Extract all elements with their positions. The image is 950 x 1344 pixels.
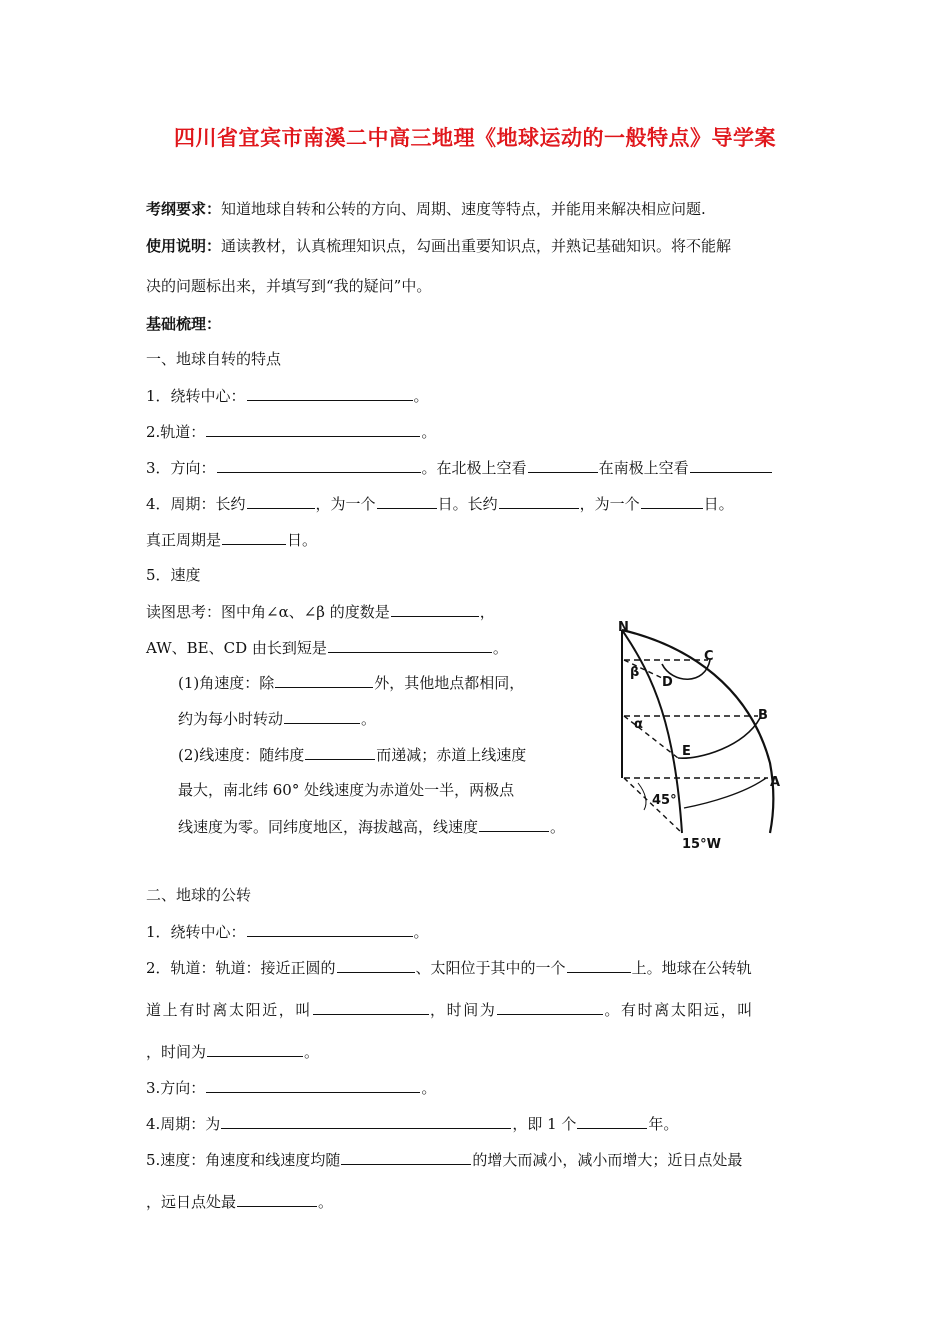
usage-note: [146, 236, 731, 256]
usage-note-cont: 决的问题标出来，并填写到“我的疑问”中。: [146, 277, 432, 295]
revolution-speed: 5.速度：角速度和线速度均随 的增大而减小，减小而增大；近日点处最: [146, 1151, 743, 1169]
blank-except[interactable]: [275, 672, 373, 688]
label-a: A: [770, 775, 781, 790]
blank-rotation-orbit[interactable]: [206, 421, 420, 437]
label-b: B: [758, 708, 768, 723]
blank-rev-direction[interactable]: [206, 1077, 420, 1093]
rotation-orbit: 2.轨道： 。: [146, 423, 437, 441]
exam-requirement-text: 知道地球自转和公转的方向、周期、速度等特点，并能用来解决相应问题.: [221, 200, 706, 218]
label-15w: 15°W: [682, 837, 721, 852]
perihelion: 道上有时离太阳近，叫 ，时间为 。有时离太阳远，叫: [146, 1001, 754, 1019]
blank-per-hour[interactable]: [284, 708, 360, 724]
blank-angles[interactable]: [391, 601, 479, 617]
lengths-question: AW、BE、CD 由长到短是 。: [146, 639, 508, 657]
blank-year[interactable]: [577, 1113, 647, 1129]
label-45: 45°: [652, 793, 677, 808]
true-period: 真正周期是 日。: [146, 531, 318, 549]
revolution-orbit: 2．轨道：轨道：接近正圆的 、太阳位于其中的一个 上。地球在公转轨: [146, 959, 752, 977]
blank-perihelion[interactable]: [313, 999, 429, 1015]
rotation-direction: 3．方向： 。在北极上空看 在南极上空看: [146, 457, 773, 478]
angular-speed-hour: 约为每小时转动 。: [178, 710, 377, 728]
label-n: N: [618, 620, 629, 635]
aphelion: ，时间为 。: [146, 1043, 320, 1061]
section-basics: 基础梳理：: [146, 315, 222, 333]
linear-speed-3: 线速度为零。同纬度地区，海拔越高，线速度 。: [178, 818, 566, 836]
blank-aphelion-time[interactable]: [207, 1041, 303, 1057]
arc-45: [638, 783, 646, 810]
revolution-direction: 3.方向： 。: [146, 1079, 437, 1097]
blank-focus[interactable]: [567, 957, 631, 973]
page-title: 四川省宜宾市南溪二中高三地理《地球运动的一般特点》导学案: [174, 125, 776, 150]
aphelion-speed: ，远日点处最 。: [146, 1193, 334, 1211]
section1-heading: 一、地球自转的特点: [146, 350, 282, 368]
angular-speed: (1)角速度：除 外，其他地点都相同，: [178, 674, 525, 692]
blank-lengths[interactable]: [328, 637, 492, 653]
exam-requirement: [146, 199, 706, 219]
arc-aw: [684, 778, 766, 808]
blank-latitude[interactable]: [305, 744, 375, 760]
revolution-period: 4.周期：为 ，即 1 个 年。: [146, 1115, 679, 1133]
blank-north-view[interactable]: [528, 457, 598, 473]
blank-altitude[interactable]: [479, 816, 549, 832]
blank-day-2[interactable]: [641, 493, 703, 509]
blank-day-1[interactable]: [377, 493, 437, 509]
blank-aphelion-speed[interactable]: [237, 1191, 317, 1207]
usage-note-text: 通读教材，认真梳理知识点，勾画出重要知识点，并熟记基础知识。将不能解: [221, 237, 732, 255]
linear-speed: (2)线速度：随纬度 而递减；赤道上线速度: [178, 746, 527, 764]
blank-ellipse[interactable]: [337, 957, 415, 973]
section2-heading: 二、地球的公转: [146, 886, 252, 904]
revolution-center: 1．绕转中心： 。: [146, 923, 429, 941]
speed-heading: 5．速度: [146, 566, 201, 584]
rotation-center: 1．绕转中心： 。: [146, 387, 429, 405]
blank-true-period[interactable]: [222, 529, 286, 545]
read-diagram: 读图思考：图中角∠α、∠β 的度数是 ，: [146, 603, 495, 621]
usage-note-label: 使用说明：: [146, 237, 222, 255]
blank-revolution-center[interactable]: [247, 921, 413, 937]
label-beta: β: [630, 665, 640, 680]
blank-period-1[interactable]: [247, 493, 315, 509]
label-c: C: [704, 649, 714, 664]
label-d: D: [662, 675, 673, 690]
label-e: E: [682, 744, 691, 759]
blank-distance[interactable]: [341, 1149, 471, 1165]
linear-speed-2: 最大，南北纬 60° 处线速度为赤道处一半，两极点: [178, 781, 515, 799]
blank-south-view[interactable]: [690, 457, 772, 473]
exam-requirement-label: 考纲要求：: [146, 200, 222, 218]
blank-rotation-center[interactable]: [247, 385, 413, 401]
rotation-diagram: [610, 618, 790, 853]
label-alpha: α: [634, 717, 643, 732]
blank-period-2[interactable]: [499, 493, 579, 509]
blank-direction[interactable]: [217, 457, 421, 473]
rotation-period: 4．周期：长约 ，为一个 日。长约 ，为一个 日。: [146, 495, 734, 513]
blank-rev-period[interactable]: [221, 1113, 511, 1129]
blank-perihelion-time[interactable]: [497, 999, 603, 1015]
